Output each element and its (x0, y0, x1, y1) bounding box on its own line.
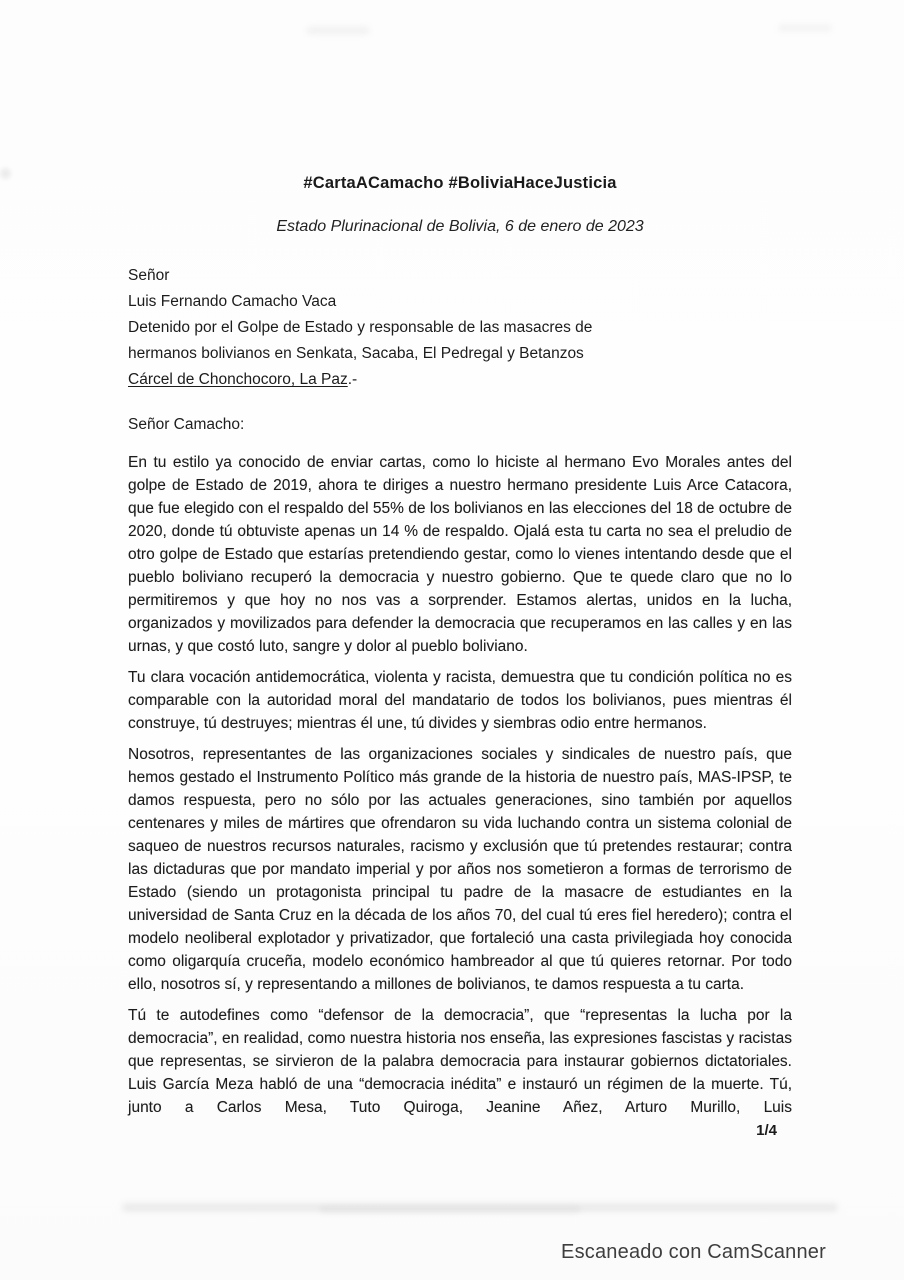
letter-body (128, 173, 792, 1142)
letter-paragraph-4: Tú te autodefines como “defensor de la democracia”, que “representas la lucha por la democracia”, en realidad, como nuestra historia nos enseña, las expresiones fascistas y racistas que representas, se sirvieron de la palabra democracia para instaurar gobiernos dictatoriales. Luis García Meza habló de una “democracia inédita” e instauró un régimen de la muerte. Tú, junto a Carlos Mesa, Tuto Quiroga, Jeanine Añez, Arturo Murillo, Luis (128, 1007, 792, 1116)
scan-smudge-artifact (306, 26, 370, 35)
scan-smudge-artifact (778, 24, 832, 32)
letter-paragraph-1: En tu estilo ya conocido de enviar cartas, como lo hiciste al hermano Evo Morales antes del golpe de Estado de 2019, ahora te diriges a nuestro hermano presidente Luis Arce Catacora, que fue elegido con el respaldo del 55% de los bolivianos en las elecciones del 18 de octubre de 2020, donde tú obtuviste apenas un 14 % de respaldo. Ojalá esta tu carta no sea el preludio de otro golpe de Estado que estarías pretendiendo gestar, como lo vienes intentando desde que el pueblo boliviano recuperó la democracia y nuestro gobierno. Que te quede claro que no lo permitiremos y que hoy no nos vas a sorprender. Estamos alertas, unidos en la lucha, organizados y movilizados para defender la democracia que recuperamos en las calles y en las urnas, y que costó luto, sangre y dolor al pueblo boliviano. (128, 454, 792, 655)
recipient-title: Señor (128, 267, 170, 284)
recipient-description-line-1: Detenido por el Golpe de Estado y responsable de las masacres de (128, 319, 593, 336)
letter-dateline: Estado Plurinacional de Bolivia, 6 de enero de 2023 (276, 218, 644, 235)
letter-paragraph-2: Tu clara vocación antidemocrática, violenta y racista, demuestra que tu condición política no es comparable con la autoridad moral del mandatario de todos los bolivianos, pues mientras él construye, tú destruyes; mientras él une, tú divides y siembras odio entre hermanos. (128, 669, 792, 732)
recipient-block (128, 263, 792, 393)
recipient-address-suffix: .- (347, 371, 358, 388)
recipient-address-line (128, 367, 792, 393)
scan-smudge-artifact (0, 168, 11, 179)
recipient-prison-address: Cárcel de Chonchocoro, La Paz (128, 371, 348, 388)
page-number: 1/4 (756, 1122, 777, 1139)
letter-hashtags-title: #CartaACamacho #BoliviaHaceJusticia (303, 174, 617, 192)
scan-smudge-artifact (320, 1206, 580, 1213)
camscanner-watermark: Escaneado con CamScanner (561, 1241, 826, 1263)
letter-paragraph-3: Nosotros, representantes de las organizaciones sociales y sindicales de nuestro país, que hemos gestado el Instrumento Político más grande de la historia de nuestro país, MAS-IPSP, te damos respuesta, pero no sólo por las actuales generaciones, sino también por aquellos centenares y miles de mártires que ofrendaron su vida luchando contra un sistema colonial de saqueo de nuestros recursos naturales, racismo y exclusión que tú pretendes restaurar; contra las dictaduras que por mandato imperial y por años nos sometieron a formas de terrorismo de Estado (siendo un protagonista principal tu padre de la masacre de estudiantes en la universidad de Santa Cruz en la década de los años 70, del cual tú eres fiel heredero); contra el modelo neoliberal explotador y privatizador, que fortaleció una casta privilegiada hoy conocida como oligarquía cruceña, modelo económico hambreador al que tú quieres retornar. Por todo ello, nosotros sí, y representando a millones de bolivianos, te damos respuesta a tu carta. (128, 746, 792, 993)
recipient-description-line-2: hermanos bolivianos en Senkata, Sacaba, El Pedregal y Betanzos (128, 345, 584, 362)
recipient-name: Luis Fernando Camacho Vaca (128, 293, 337, 310)
letter-salutation: Señor Camacho: (128, 416, 245, 433)
